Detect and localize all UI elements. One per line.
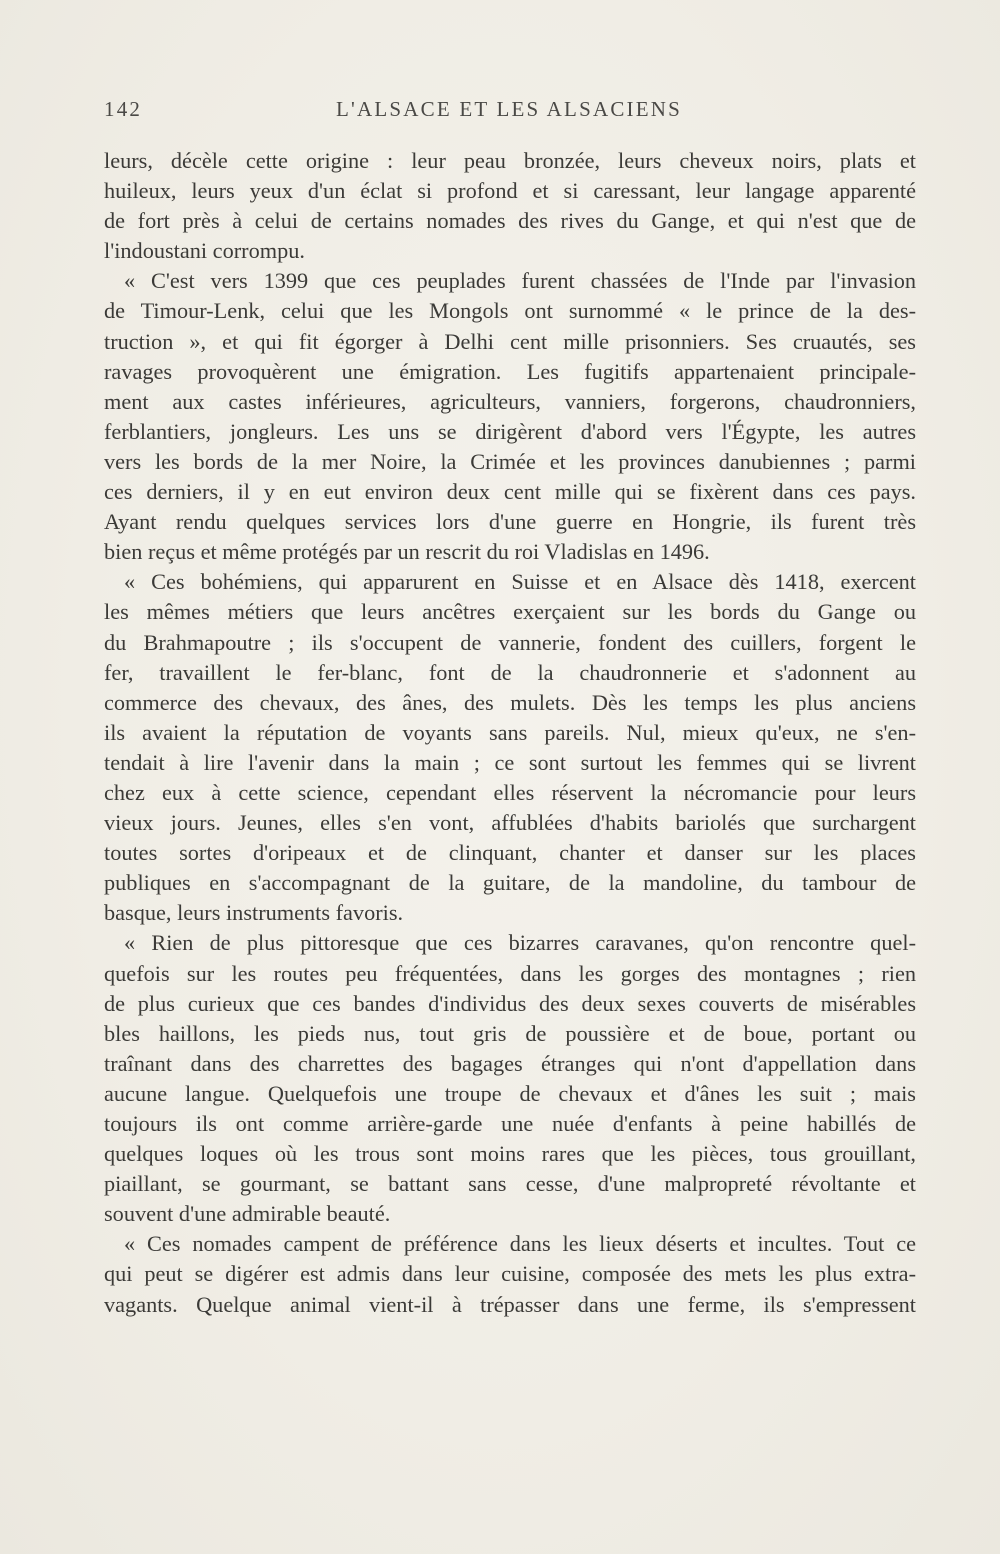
text-line: ils avaient la réputation de voyants sans pareils. Nul, mieux qu'eux, ne s'en- — [104, 719, 916, 745]
text-line: « Ces nomades campent de préférence dans les lieux déserts et incultes. Tout ce — [124, 1231, 916, 1257]
text-line: ces derniers, il y en eut environ deux cent mille qui se fixèrent dans ces pays. — [104, 479, 916, 505]
text-line: les mêmes métiers que leurs ancêtres exerçaient sur les bords du Gange ou — [104, 599, 916, 625]
text-line: vagants. Quelque animal vient-il à trépasser dans une ferme, ils s'empressent — [104, 1291, 916, 1317]
text-line: souvent d'une admirable beauté. — [104, 1201, 391, 1227]
text-line: publiques en s'accompagnant de la guitare, de la mandoline, du tambour de — [104, 870, 916, 896]
text-line: traînant dans des charrettes des bagages étranges qui n'ont d'appellation dans — [104, 1050, 916, 1076]
text-line: ment aux castes inférieures, agriculteurs, vanniers, forgerons, chaudronniers, — [104, 388, 916, 414]
text-line: « Rien de plus pittoresque que ces bizarres caravanes, qu'on rencontre quel- — [124, 930, 916, 956]
text-line: aucune langue. Quelquefois une troupe de chevaux et d'ânes les suit ; mais — [104, 1080, 916, 1106]
text-line: « C'est vers 1399 que ces peuplades furent chassées de l'Inde par l'invasion — [124, 268, 916, 294]
text-line: piaillant, se gourmant, se battant sans cesse, d'une malpropreté révoltante et — [104, 1171, 916, 1197]
text-line: quefois sur les routes peu fréquentées, dans les gorges des montagnes ; rien — [104, 960, 916, 986]
text-line: commerce des chevaux, des ânes, des mulets. Dès les temps les plus anciens — [104, 689, 916, 715]
text-line: vers les bords de la mer Noire, la Crimée et les provinces danubiennes ; parmi — [104, 448, 916, 474]
text-line: toujours ils ont comme arrière-garde une nuée d'enfants à peine habillés de — [104, 1111, 916, 1136]
text-line: truction », et qui fit égorger à Delhi cent mille prisonniers. Ses cruautés, ses — [104, 328, 916, 354]
text-line: l'indoustani corrompu. — [104, 238, 305, 264]
text-line: toutes sortes d'oripeaux et de clinquant, chanter et danser sur les places — [104, 840, 916, 866]
text-line: bles haillons, les pieds nus, tout gris de poussière et de boue, portant ou — [104, 1020, 916, 1046]
text-line: vieux jours. Jeunes, elles s'en vont, affublées d'habits bariolés que surchargent — [104, 810, 916, 836]
body-text — [104, 146, 916, 1320]
page-number: 142 — [104, 97, 143, 121]
text-line: ravages provoquèrent une émigration. Les fugitifs appartenaient principale- — [104, 358, 916, 384]
text-line: de plus curieux que ces bandes d'individus des deux sexes couverts de misérables — [104, 990, 916, 1016]
text-line: qui peut se digérer est admis dans leur cuisine, composée des mets les plus extra- — [104, 1261, 916, 1287]
text-line: du Brahmapoutre ; ils s'occupent de vannerie, fondent des cuillers, forgent le — [104, 629, 916, 655]
text-line: bien reçus et même protégés par un rescrit du roi Vladislas en 1496. — [104, 539, 710, 565]
text-line: de fort près à celui de certains nomades des rives du Gange, et qui n'est que de — [104, 208, 916, 234]
text-line: Ayant rendu quelques services lors d'une guerre en Hongrie, ils furent très — [104, 509, 916, 535]
text-line: tendait à lire l'avenir dans la main ; ce sont surtout les femmes qui se livrent — [104, 749, 916, 775]
text-line: basque, leurs instruments favoris. — [104, 900, 404, 926]
text-line: huileux, leurs yeux d'un éclat si profond et si caressant, leur langage apparenté — [104, 178, 916, 204]
text-line: ferblantiers, jongleurs. Les uns se dirigèrent d'abord vers l'Égypte, les autres — [104, 418, 916, 444]
text-line: quelques loques où les trous sont moins rares que les pièces, tous grouillant, — [104, 1141, 916, 1167]
text-line: « Ces bohémiens, qui apparurent en Suisse et en Alsace dès 1418, exercent — [124, 569, 916, 595]
text-line: de Timour-Lenk, celui que les Mongols ont surnommé « le prince de la des- — [104, 298, 916, 324]
running-title: L'ALSACE ET LES ALSACIENS — [336, 97, 682, 121]
text-line: fer, travaillent le fer-blanc, font de la chaudronnerie et s'adonnent au — [104, 659, 916, 685]
page-header — [104, 97, 914, 127]
text-line: chez eux à cette science, cependant elles réservent la nécromancie pour leurs — [104, 779, 916, 805]
text-line: leurs, décèle cette origine : leur peau bronzée, leurs cheveux noirs, plats et — [104, 148, 916, 173]
